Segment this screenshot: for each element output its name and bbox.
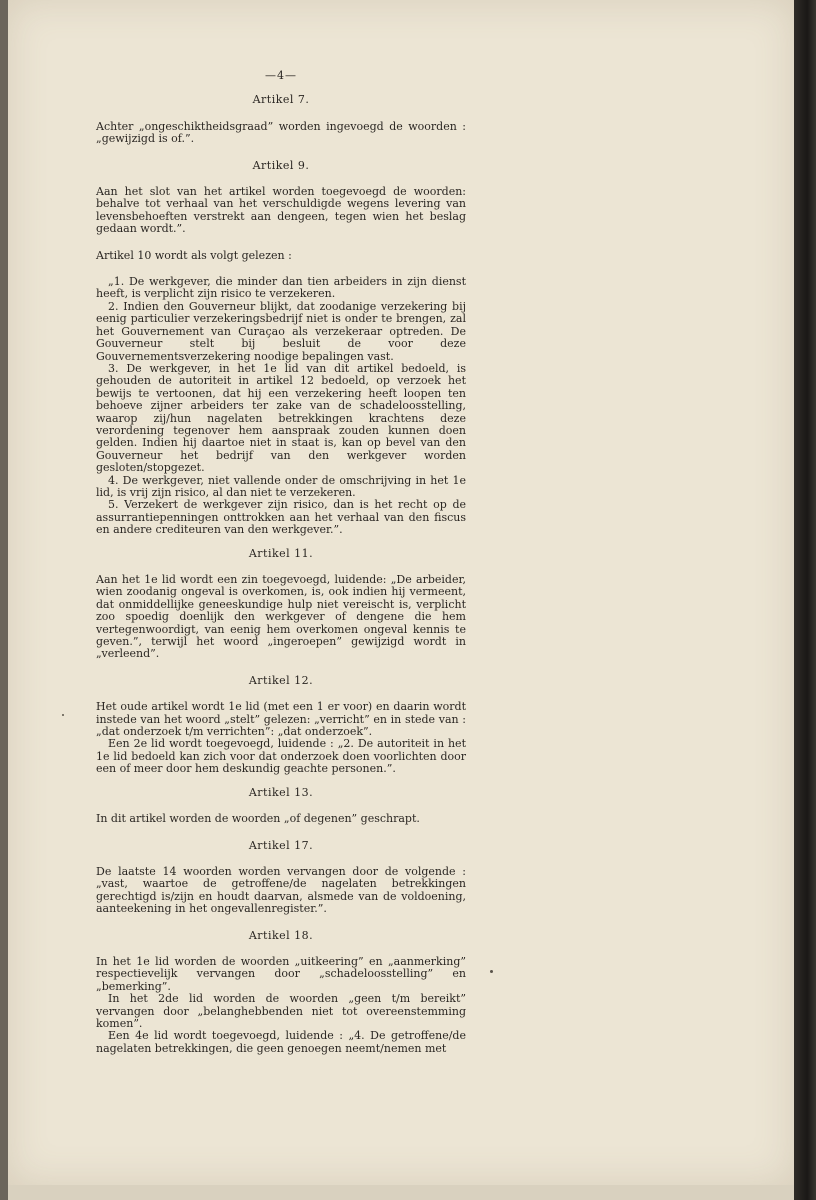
document-page [8,0,794,1185]
heading-artikel-13: Artikel 13. [248,785,314,799]
paragraph: Een 2e lid wordt toegevoegd, luidende : „2. De autoriteit in het 1e lid bedoeld kan zich voor dat onderzoek doen voorlichten door een of meer door hem deskundig geachte personen.”. [96,737,466,776]
book-spine [794,0,816,1200]
paragraph: Het oude artikel wordt 1e lid (met een 1 er voor) en daarin wordt instede van het woord „stelt” gelezen: „verricht” en in stede van : „dat onderzoek t/m verrichten”: „dat onderzoek”. [96,700,466,739]
paragraph: 2. Indien den Gouverneur blijkt, dat zoodanige verzekering bij eenig particulier verzekeringsbedrijf niet is onder te brengen, zal het Gouvernement van Curaçao als verzekeraar optreden. De Gouverneur stelt bij besluit de voor deze Gouvernementsverzekering noodige bepalingen vast. [96,299,466,363]
paragraph: 5. Verzekert de werkgever zijn risico, dan is het recht op de assurrantiepenningen onttrokken aan het verhaal van den fiscus en andere crediteuren van den werkgever.”. [96,498,466,537]
paragraph: Aan het slot van het artikel worden toegevoegd de woorden: behalve tot verhaal van het verschuldigde wegens levering van levensbehoeften verstrekt aan dengeen, tegen wien het beslag gedaan wordt.”. [96,185,466,236]
paragraph: Een 4e lid wordt toegevoegd, luidende : „4. De getroffene/de nagelaten betrekkingen, die geen genoegen neemt/nemen met [96,1029,466,1055]
paragraph: „1. De werkgever, die minder dan tien arbeiders in zijn dienst heeft, is verplicht zijn risico te verzekeren. [96,275,466,301]
paragraph: In het 1e lid worden de woorden „uitkeering” en „aanmerking” respectievelijk vervangen door „schadeloosstelling” en „bemerking”. [96,954,466,993]
heading-artikel-18: Artikel 18. [248,928,314,942]
paragraph: De laatste 14 woorden worden vervangen door de volgende : „vast, waartoe de getroffene/de nagelaten betrekkingen gerechtigd is/zijn en houdt daarvan, alsmede van de voldoening, aanteekening in het ongevallenregister.”. [96,864,466,916]
heading-artikel-7: Artikel 7. [252,93,310,107]
page-bottom-edge [8,1185,794,1200]
speck-mark [62,714,64,716]
heading-artikel-11: Artikel 11. [248,546,314,560]
paragraph: Aan het 1e lid wordt een zin toegevoegd, luidende: „De arbeider, wien zoodanig ongeval is overkomen, is, ook indien hij vermeent, dat onmiddellijke geneeskundige hulp niet vereischt is, verplicht zoo spoedig doenlijk den werkgever of dengene die hem vertegenwoordigt, van eenig hem overkomen ongeval kennis te geven.”, terwijl het woord „ingeroepen” gewijzigd wordt in „verleend”. [96,573,466,661]
paragraph: In dit artikel worden de woorden „of degenen” geschrapt. [96,812,420,826]
paragraph: In het 2de lid worden de woorden „geen t/m bereikt” vervangen door „belanghebbenden niet tot overeenstemming komen”. [96,992,466,1030]
paragraph: 4. De werkgever, niet vallende onder de omschrijving in het 1e lid, is vrij zijn risico, al dan niet te verzekeren. [96,473,466,499]
page-content [96,70,466,1055]
paragraph: Achter „ongeschiktheidsgraad” worden ingevoegd de woorden : „gewijzigd is of.”. [96,119,466,146]
heading-artikel-17: Artikel 17. [248,838,314,852]
paragraph: 3. De werkgever, in het 1e lid van dit artikel bedoeld, is gehouden de autoriteit in artikel 12 bedoeld, op verzoek het bewijs te vertoonen, dat hij een verzekering heeft loopen ten behoeve zijner arbeiders ter zake van de schadeloosstelling, waarop zij/hun nagelaten betrekkingen krachtens deze verordening tegenover hem aanspraak zouden kunnen doen gelden. Indien hij daartoe niet in staat is, kan op bevel van den Gouverneur het bedrijf van den werkgever worden gesloten/stopgezet. [96,361,466,475]
heading-artikel-12: Artikel 12. [248,673,314,687]
heading-artikel-9: Artikel 9. [252,158,310,172]
speck-mark [490,970,493,973]
page-number: —4— [265,69,297,82]
paragraph: Artikel 10 wordt als volgt gelezen : [96,248,292,262]
